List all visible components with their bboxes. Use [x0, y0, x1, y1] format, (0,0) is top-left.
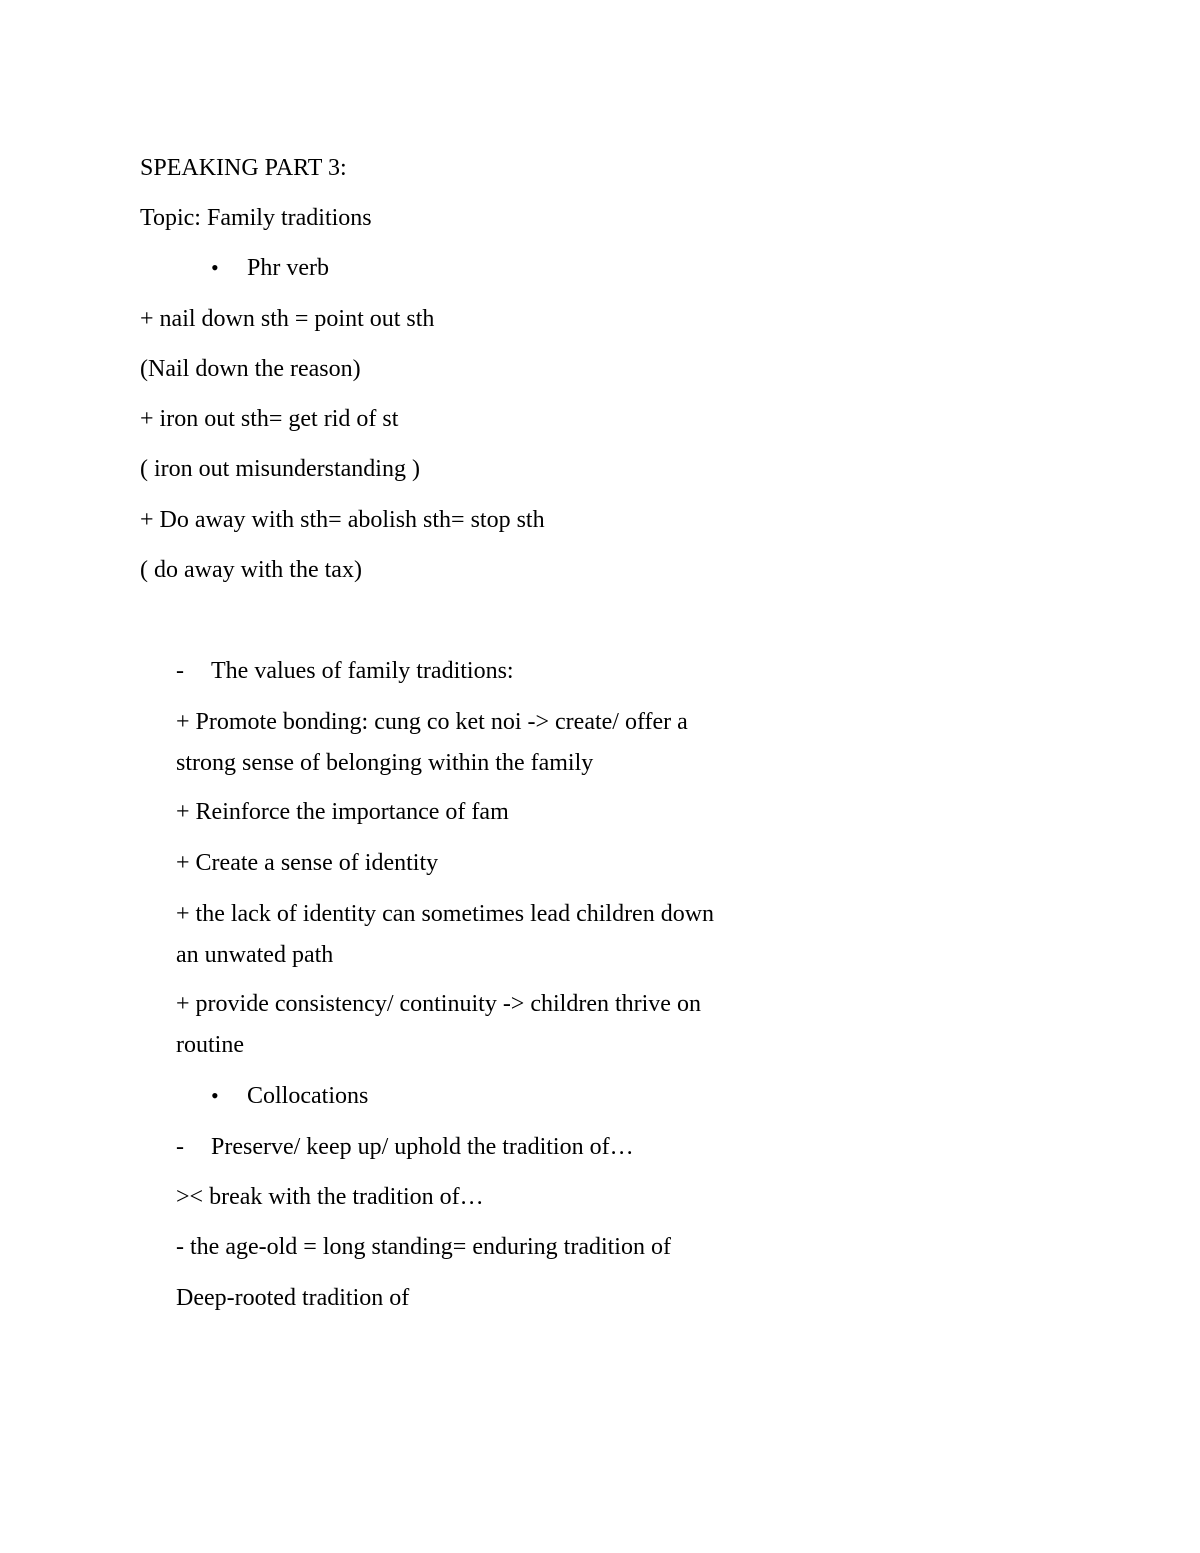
values-line: an unwated path	[176, 942, 334, 968]
topic-line: Topic: Family traditions	[140, 205, 372, 231]
values-line: + provide consistency/ continuity -> children thrive on	[176, 991, 701, 1017]
values-line: + Reinforce the importance of fam	[176, 799, 509, 825]
values-line: + Create a sense of identity	[176, 850, 439, 876]
bullet-icon: •	[211, 255, 219, 280]
section-label-phrasal-verb: Phr verb	[247, 255, 329, 281]
collocation-line: Deep-rooted tradition of	[176, 1285, 410, 1311]
section-label-collocations: Collocations	[247, 1083, 369, 1109]
dash-marker: -	[176, 658, 184, 684]
document-heading: SPEAKING PART 3:	[140, 155, 347, 181]
phrasal-line: + iron out sth= get rid of st	[140, 406, 399, 432]
phrasal-line: + nail down sth = point out sth	[140, 306, 435, 332]
collocation-line: - the age-old = long standing= enduring tradition of	[176, 1234, 671, 1260]
phrasal-line: (Nail down the reason)	[140, 356, 361, 382]
phrasal-line: + Do away with sth= abolish sth= stop sth	[140, 507, 545, 533]
collocation-heading: Preserve/ keep up/ uphold the tradition of…	[211, 1134, 634, 1160]
values-line: + Promote bonding: cung co ket noi -> create/ offer a	[176, 709, 688, 735]
phrasal-line: ( iron out misunderstanding )	[140, 456, 420, 482]
values-heading: The values of family traditions:	[211, 658, 514, 684]
bullet-icon: •	[211, 1083, 219, 1108]
phrasal-line: ( do away with the tax)	[140, 557, 362, 583]
values-line: routine	[176, 1032, 244, 1058]
values-line: + the lack of identity can sometimes lead children down	[176, 901, 715, 927]
dash-marker: -	[176, 1134, 184, 1160]
collocation-line: >< break with the tradition of…	[176, 1184, 484, 1210]
values-line: strong sense of belonging within the family	[176, 750, 594, 776]
